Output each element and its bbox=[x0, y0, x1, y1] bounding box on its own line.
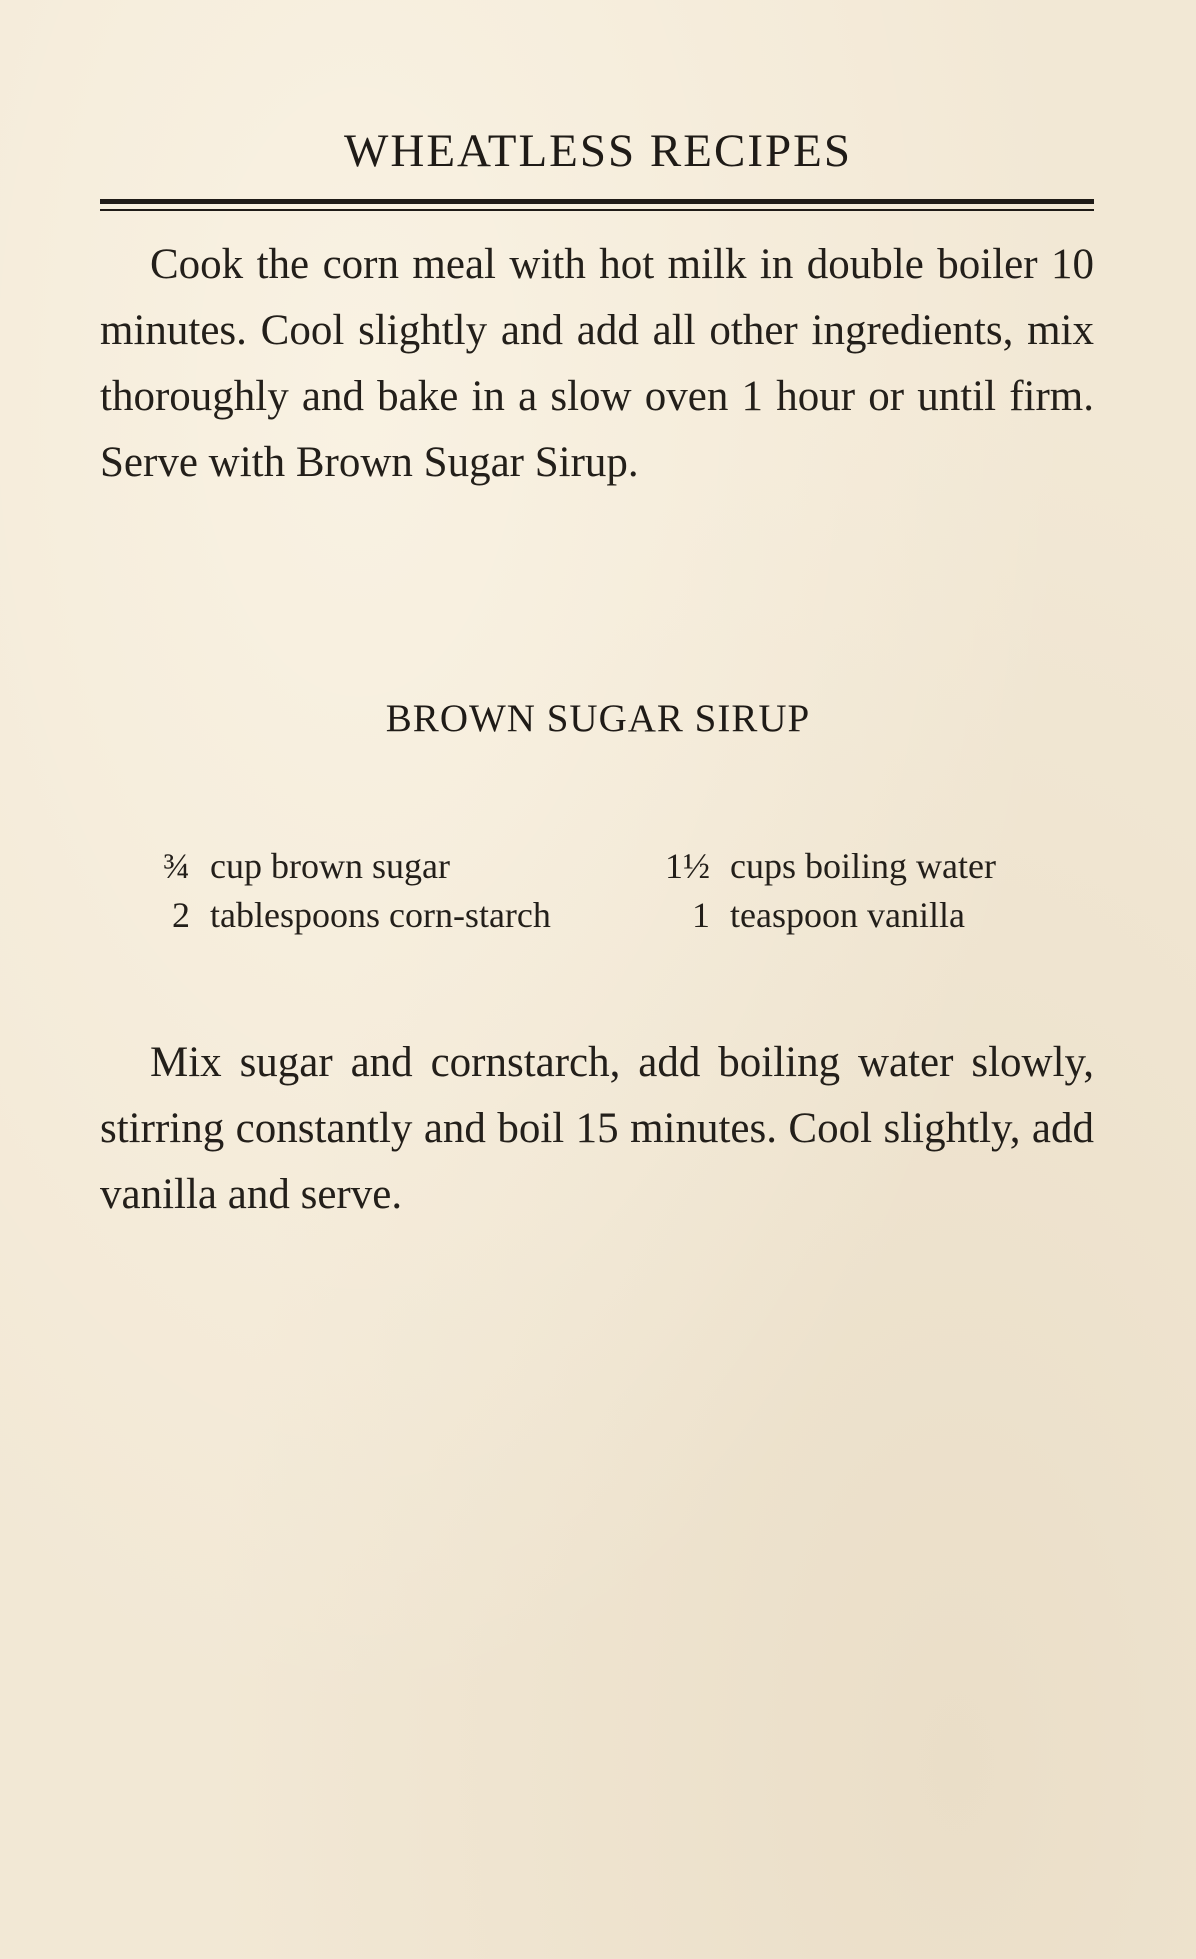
header-rule-thick bbox=[100, 199, 1094, 204]
ingredient-row bbox=[630, 891, 1100, 940]
ingredient-name: tablespoons corn-starch bbox=[210, 895, 551, 935]
ingredient-name: cups boiling water bbox=[730, 846, 996, 886]
running-head: WHEATLESS RECIPES bbox=[344, 125, 852, 177]
method-paragraph bbox=[100, 1030, 1094, 1228]
intro-paragraph-text: Cook the corn meal with hot milk in double boiler 10 minutes. Cool slightly and add all other ingredients, mix thoroughly and bake in a slow oven 1 hour or until firm. Serve with Brown Sugar Sirup. bbox=[100, 241, 1094, 486]
ingredients-left-column bbox=[140, 842, 560, 940]
ingredient-quantity: ¾ bbox=[163, 846, 190, 886]
ingredient-row bbox=[140, 891, 560, 940]
recipe-title: BROWN SUGAR SIRUP bbox=[385, 697, 811, 740]
method-paragraph-text: Mix sugar and cornstarch, add boiling water slowly, stirring constantly and boil 15 minutes. Cool slightly, add vanilla and serve. bbox=[100, 1039, 1094, 1218]
ingredients-right-column bbox=[630, 842, 1100, 940]
ingredient-row bbox=[630, 842, 1100, 891]
intro-paragraph bbox=[100, 232, 1094, 496]
ingredient-quantity: 2 bbox=[172, 895, 190, 935]
ingredient-name: teaspoon vanilla bbox=[730, 895, 965, 935]
ingredient-quantity: 1 bbox=[692, 895, 710, 935]
ingredient-quantity: 1½ bbox=[665, 846, 710, 886]
header-rule-thin bbox=[100, 209, 1094, 211]
ingredient-name: cup brown sugar bbox=[210, 846, 450, 886]
ingredient-row bbox=[140, 842, 560, 891]
